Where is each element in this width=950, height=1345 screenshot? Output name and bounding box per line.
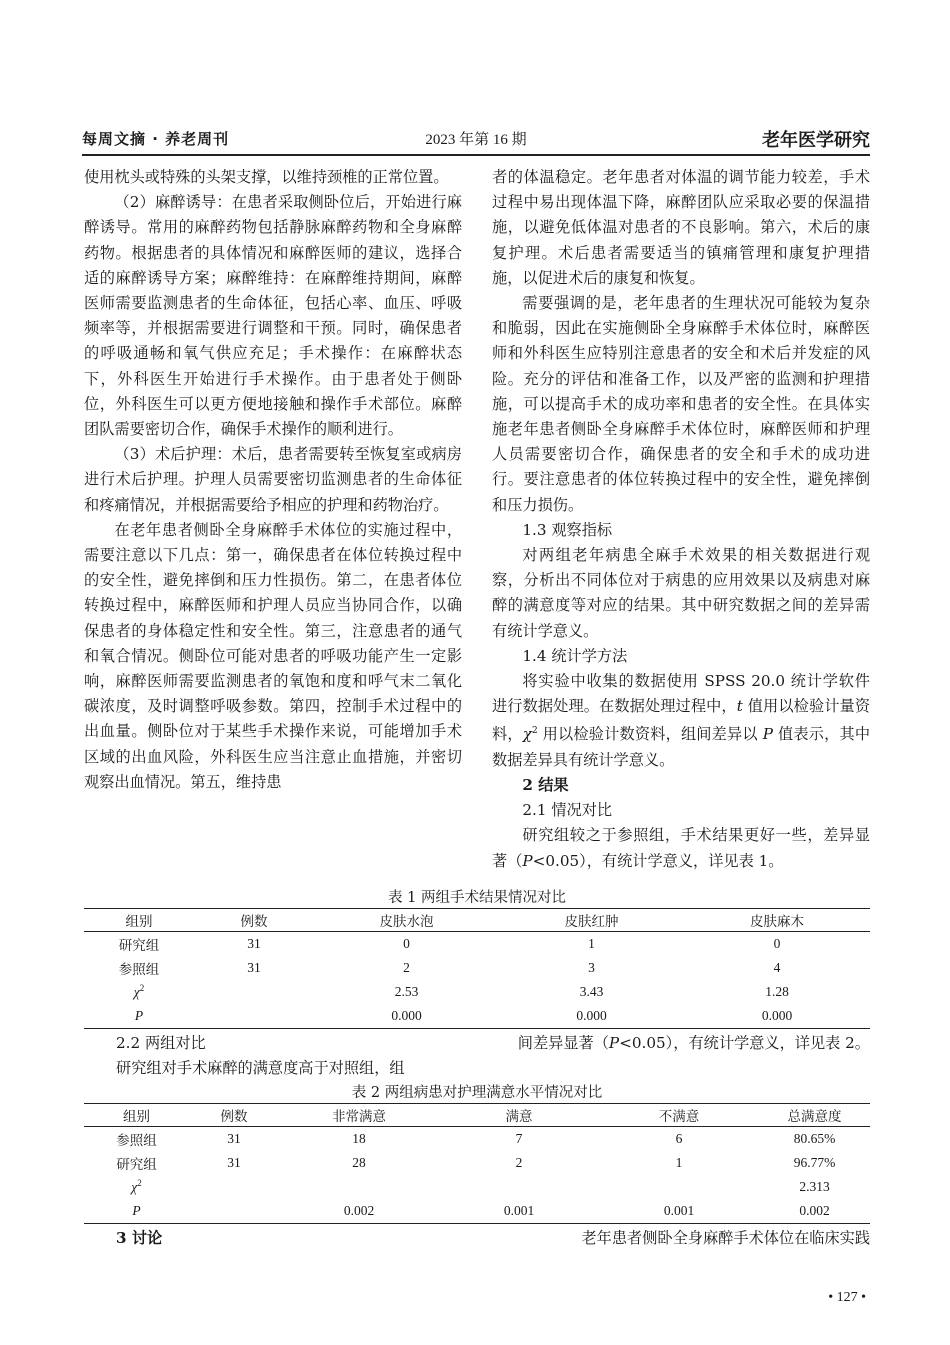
page-number: • 127 •	[828, 1290, 866, 1305]
issue-label: 2023 年第 16 期	[425, 132, 527, 148]
table-row: P 0.002 0.001 0.001 0.002	[84, 1199, 870, 1224]
table-row: $\chi^2$ 2.53 3.43 1.28	[133, 983, 789, 1000]
paragraph: （3）术后护理：术后，患者需要转至恢复室或病房进行术后护理。护理人员需要密切监测患者的生命体征和疼痛情况，并根据需要给予相应的护理和药物治疗。	[84, 445, 462, 514]
paragraph-results: 研究组较之于参照组，手术结果更好一些，差异显著（P<0.05），有统计学意义，详见表 1。	[492, 826, 870, 870]
section-heading-1-4: 1.4 统计学方法	[522, 646, 628, 665]
section-heading-2-1: 2.1 情况对比	[522, 801, 613, 820]
section-heading-1-3: 1.3 观察指标	[522, 520, 613, 539]
section-title: 老年医学研究	[762, 130, 870, 151]
table1-caption: 表 1 两组手术结果情况对比	[388, 890, 566, 906]
journal-name: 每周文摘 · 养老周刊	[82, 130, 230, 148]
table-header: 不满意	[599, 1104, 759, 1127]
section3-right-text: 老年患者侧卧全身麻醉手术体位在临床实践	[581, 1229, 870, 1247]
section22-left-text: 研究组对手术麻醉的满意度高于对照组，组	[116, 1059, 405, 1077]
table-row: P 0.000 0.000 0.000	[84, 1004, 870, 1029]
table-header: 皮肤红肿	[499, 909, 684, 932]
table-header: 组别	[84, 1104, 189, 1127]
paragraph: 者的体温稳定。老年患者对体温的调节能力较差，手术过程中易出现体温下降，麻醉团队应采取必要的保温措施，以避免低体温对患者的不良影响。第六，术后的康复护理。术后患者需要适当的镇痛管理和康复护理措施，以促进术后的康复和恢复。	[492, 168, 870, 287]
paragraph: 对两组老年病患全麻手术效果的相关数据进行观察，分析出不同体位对于病患的应用效果以及病患对麻醉的满意度等对应的结果。其中研究数据之间的差异需有统计学意义。	[492, 546, 870, 640]
table-header: 组别	[84, 909, 194, 932]
table-row: 参照组 31 2 3 4	[118, 960, 781, 977]
table-row: 参照组 31 18 7 6 80.65%	[116, 1131, 836, 1148]
paragraph: （2）麻醉诱导：在患者采取侧卧位后，开始进行麻醉诱导。常用的麻醉药物包括静脉麻醉药物和全身麻醉药物。根据患者的具体情况和麻醉医师的建议，选择合适的麻醉诱导方案；麻醉维持：在麻醉维持期间，麻醉医师需要监测患者的生命体征，包括心率、血压、呼吸频率等，并根据需要进行调整和干预。同时，确保患者的呼吸通畅和氧气供应充足；手术操作：在麻醉状态下，外科医生开始进行手术操作。由于患者处于侧卧位，外科医生可以更方便地接触和操作手术部位。麻醉团队需要密切合作，确保手术操作的顺利进行。	[84, 193, 462, 439]
section-heading-3: 3 讨论	[116, 1229, 163, 1247]
table-header: 非常满意	[279, 1104, 439, 1127]
paragraph: 需要强调的是，老年患者的生理状况可能较为复杂和脆弱，因此在实施侧卧全身麻醉手术体位时，麻醉医师和外科医生应特别注意患者的安全和术后并发症的风险。充分的评估和准备工作，以及严密的监测和护理措施，可以提高手术的成功率和患者的安全性。在具体实施老年患者侧卧全身麻醉手术体位时，麻醉医师和护理人员需要密切合作，确保患者的安全和手术的成功进行。要注意患者的体位转换过程中的安全性，避免摔倒和压力损伤。	[492, 294, 870, 514]
left-column	[84, 165, 462, 795]
table-header: 皮肤麻木	[684, 909, 870, 932]
paragraph-statistics: 将实验中收集的数据使用 SPSS 20.0 统计学软件进行数据处理。在数据处理过程中，t 值用以检验计量资料，$\chi^2$ 用以检验计数资料，组间差异以 P 值表示，其中数据差异具有统计学意义。	[492, 672, 871, 769]
paragraph: 使用枕头或特殊的头架支撑，以维持颈椎的正常位置。	[84, 168, 449, 186]
table-header: 例数	[189, 1104, 279, 1127]
section-heading-2: 2 结果	[522, 775, 569, 794]
table2	[84, 1103, 870, 1224]
table-header: 皮肤水泡	[314, 909, 499, 932]
table-row: 研究组 31 0 1 0	[118, 936, 781, 953]
table-row: $\chi^2$ 2.313	[131, 1178, 830, 1195]
table-row: 研究组 31 28 2 1 96.77%	[116, 1155, 836, 1172]
table2-caption: 表 2 两组病患对护理满意水平情况对比	[351, 1085, 603, 1101]
section22-right-text: 间差异显著（P<0.05），有统计学意义，详见表 2。	[517, 1034, 870, 1052]
table-header: 总满意度	[759, 1104, 870, 1127]
running-header	[82, 126, 870, 156]
paragraph: 在老年患者侧卧全身麻醉手术体位的实施过程中，需要注意以下几点：第一，确保患者在体位转换过程中的安全性，避免摔倒和压力性损伤。第二，在患者体位转换过程中，麻醉医师和护理人员应当协同合作，以确保患者的身体稳定性和安全性。第三，注意患者的通气和氧合情况。侧卧位可能对患者的呼吸功能产生一定影响，麻醉医师需要监测患者的氧饱和度和呼气末二氧化碳浓度，及时调整呼吸参数。第四，控制手术过程中的出血量。侧卧位对于某些手术操作来说，可能增加手术区域的出血风险，外科医生应当注意止血措施，并密切观察出血情况。第五，维持患	[84, 520, 462, 791]
right-column	[492, 165, 870, 874]
table-header: 例数	[194, 909, 314, 932]
section-heading-2-2: 2.2 两组对比	[116, 1034, 206, 1052]
table1	[84, 908, 870, 1029]
table-header: 满意	[439, 1104, 599, 1127]
